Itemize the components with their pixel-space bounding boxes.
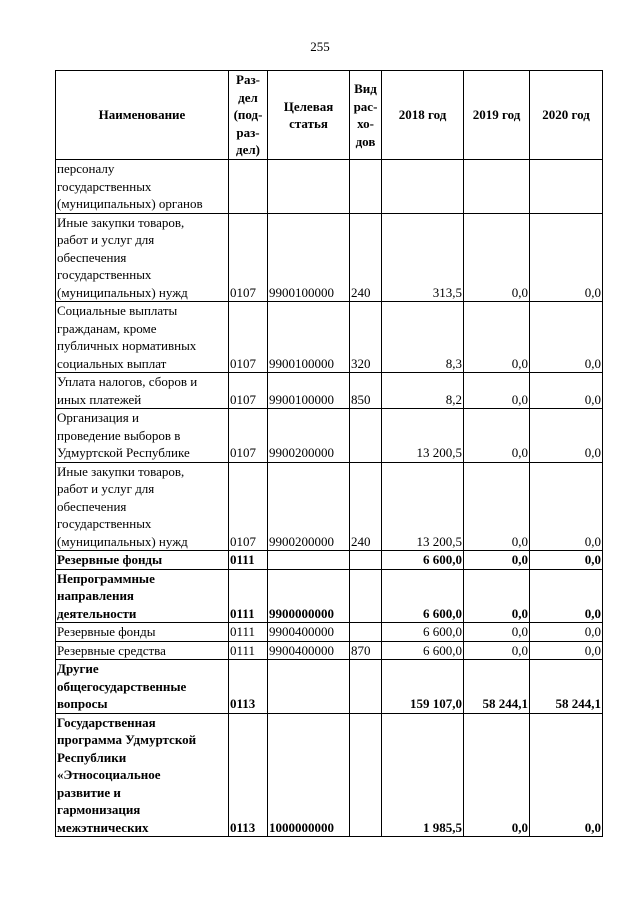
cell-2020: 0,0 [530,569,603,623]
cell-name: Резервные средства [56,641,229,660]
cell-name: Социальные выплаты гражданам, кроме публичных нормативных социальных выплат [56,302,229,373]
budget-table [55,70,603,837]
cell-2019: 0,0 [464,713,530,837]
cell-2018: 6 600,0 [382,569,464,623]
cell-name: Резервные фонды [56,623,229,642]
cell-expense [350,660,382,714]
cell-2019: 58 244,1 [464,660,530,714]
cell-expense: 240 [350,213,382,302]
table-row [56,302,603,373]
cell-2018: 8,3 [382,302,464,373]
cell-target: 9900200000 [268,409,350,463]
cell-2020: 0,0 [530,713,603,837]
cell-target [268,660,350,714]
cell-expense: 850 [350,373,382,409]
cell-section: 0111 [229,551,268,570]
cell-section [229,160,268,214]
cell-2018: 6 600,0 [382,641,464,660]
cell-name: Резервные фонды [56,551,229,570]
cell-2018: 1 985,5 [382,713,464,837]
cell-2018: 6 600,0 [382,551,464,570]
header-2019: 2019 год [464,71,530,160]
cell-2018: 13 200,5 [382,409,464,463]
cell-2018 [382,160,464,214]
cell-section: 0111 [229,623,268,642]
cell-2018: 313,5 [382,213,464,302]
cell-section: 0111 [229,641,268,660]
cell-2020: 0,0 [530,641,603,660]
cell-name: Иные закупки товаров, работ и услуг для обеспечения государственных (муниципальных) нужд [56,213,229,302]
cell-expense [350,713,382,837]
cell-target: 9900400000 [268,623,350,642]
cell-2019: 0,0 [464,373,530,409]
header-expense: Вид рас- хо- дов [350,71,382,160]
table-body [56,160,603,837]
cell-2018: 159 107,0 [382,660,464,714]
cell-section: 0111 [229,569,268,623]
cell-2020: 0,0 [530,623,603,642]
table-row [56,713,603,837]
cell-expense: 870 [350,641,382,660]
cell-target: 9900000000 [268,569,350,623]
cell-section: 0107 [229,409,268,463]
cell-expense: 240 [350,462,382,551]
cell-target: 9900400000 [268,641,350,660]
cell-section: 0113 [229,660,268,714]
cell-expense [350,160,382,214]
cell-name: Уплата налогов, сборов и иных платежей [56,373,229,409]
cell-2019: 0,0 [464,623,530,642]
table-header-row [56,71,603,160]
cell-2020: 0,0 [530,551,603,570]
table-row [56,569,603,623]
table-row [56,373,603,409]
cell-target: 9900100000 [268,373,350,409]
cell-section: 0107 [229,373,268,409]
table-row [56,462,603,551]
cell-2019: 0,0 [464,641,530,660]
table-row [56,623,603,642]
cell-2018: 6 600,0 [382,623,464,642]
cell-target [268,551,350,570]
header-section: Раз- дел (под- раз- дел) [229,71,268,160]
cell-2020: 58 244,1 [530,660,603,714]
cell-2020: 0,0 [530,302,603,373]
cell-name: персоналу государственных (муниципальных) органов [56,160,229,214]
header-name: Наименование [56,71,229,160]
cell-name: Непрограммные направления деятельности [56,569,229,623]
cell-expense [350,551,382,570]
cell-2019: 0,0 [464,409,530,463]
cell-name: Иные закупки товаров, работ и услуг для обеспечения государственных (муниципальных) нужд [56,462,229,551]
cell-2020: 0,0 [530,213,603,302]
cell-section: 0107 [229,302,268,373]
table-row [56,551,603,570]
cell-2019: 0,0 [464,551,530,570]
cell-section: 0113 [229,713,268,837]
table-row [56,660,603,714]
cell-2019: 0,0 [464,302,530,373]
table-row [56,213,603,302]
cell-2020: 0,0 [530,409,603,463]
table-row [56,160,603,214]
cell-name: Государственная программа Удмуртской Республики «Этносоциальное развитие и гармонизация межэтнических [56,713,229,837]
cell-2020: 0,0 [530,373,603,409]
cell-expense [350,623,382,642]
cell-2018: 8,2 [382,373,464,409]
cell-2018: 13 200,5 [382,462,464,551]
cell-name: Другие общегосударственные вопросы [56,660,229,714]
cell-2020 [530,160,603,214]
cell-target [268,160,350,214]
table-row [56,641,603,660]
cell-expense [350,569,382,623]
table-row [56,409,603,463]
cell-name: Организация и проведение выборов в Удмуртской Республике [56,409,229,463]
cell-section: 0107 [229,462,268,551]
cell-2019: 0,0 [464,462,530,551]
cell-2020: 0,0 [530,462,603,551]
cell-target: 1000000000 [268,713,350,837]
page-number: 255 [310,39,330,54]
cell-2019: 0,0 [464,213,530,302]
header-2018: 2018 год [382,71,464,160]
cell-target: 9900100000 [268,302,350,373]
cell-2019: 0,0 [464,569,530,623]
header-2020: 2020 год [530,71,603,160]
cell-expense: 320 [350,302,382,373]
cell-section: 0107 [229,213,268,302]
cell-2019 [464,160,530,214]
cell-expense [350,409,382,463]
header-target: Целевая статья [268,71,350,160]
cell-target: 9900100000 [268,213,350,302]
cell-target: 9900200000 [268,462,350,551]
